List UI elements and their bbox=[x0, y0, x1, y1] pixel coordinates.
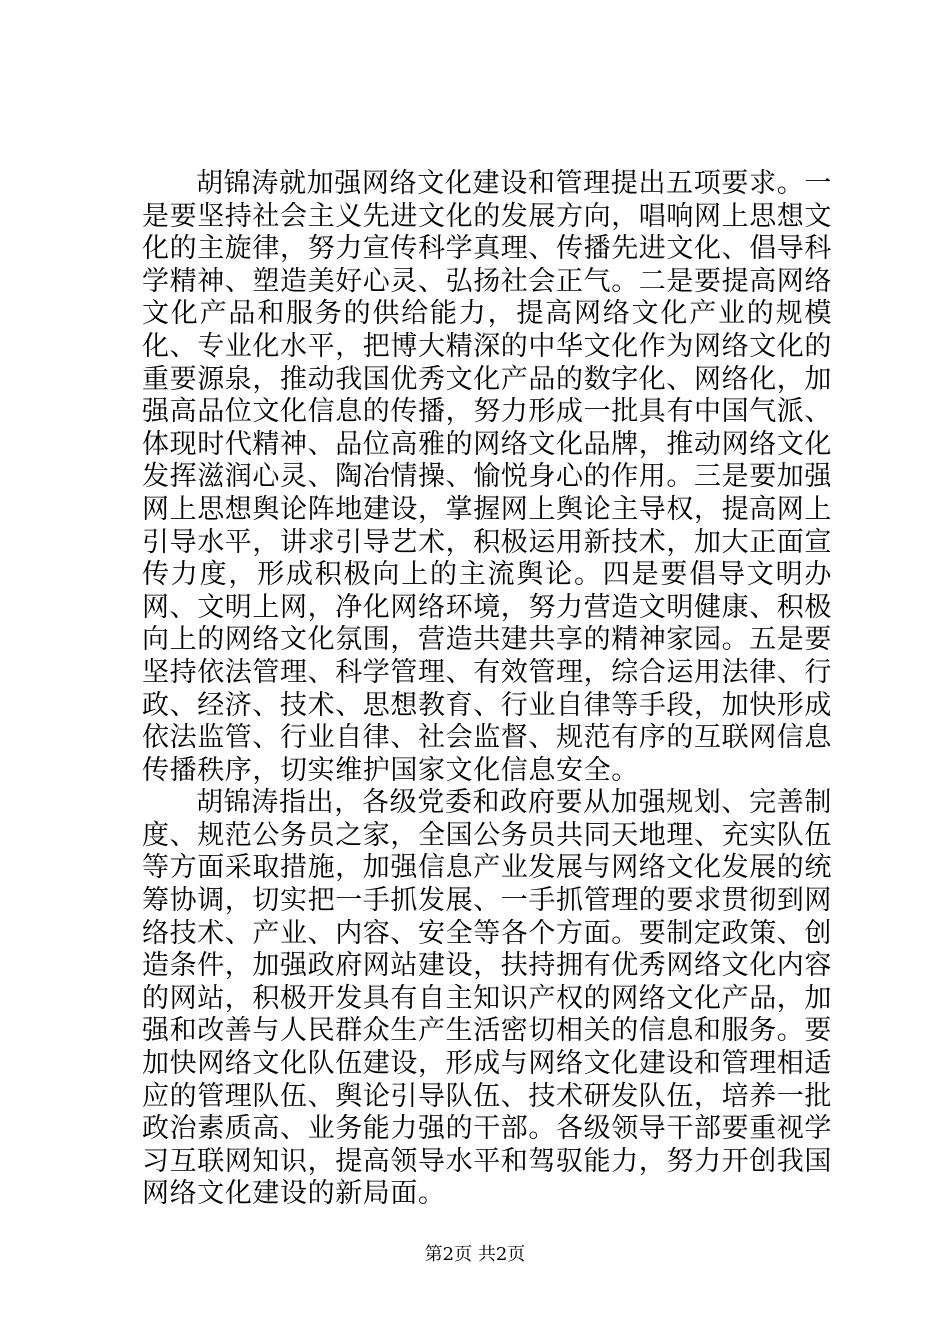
page-number-footer: 第2页 共2页 bbox=[424, 1244, 526, 1265]
paragraph-1: 胡锦涛就加强网络文化建设和管理提出五项要求。一是要坚持社会主义先进文化的发展方向，唱响网上思想文化的主旋律，努力宣传科学真理、传播先进文化、倡导科学精神、塑造美好心灵、弘扬社会正气。二是要提高网络文化产品和服务的供给能力，提高网络文化产业的规模化、专业化水平，把博大精深的中华文化作为网络文化的重要源泉，推动我国优秀文化产品的数字化、网络化，加强高品位文化信息的传播，努力形成一批具有中国气派、体现时代精神、品位高雅的网络文化品牌，推动网络文化发挥滋润心灵、陶冶情操、愉悦身心的作用。三是要加强网上思想舆论阵地建设，掌握网上舆论主导权，提高网上引导水平，讲求引导艺术，积极运用新技术，加大正面宣传力度，形成积极向上的主流舆论。四是要倡导文明办网、文明上网，净化网络环境，努力营造文明健康、积极向上的网络文化氛围，营造共建共享的精神家园。五是要坚持依法管理、科学管理、有效管理，综合运用法律、行政、经济、技术、思想教育、行业自律等手段，加快形成依法监管、行业自律、社会监督、规范有序的互联网信息传播秩序，切实维护国家文化信息安全。 bbox=[142, 168, 832, 786]
paragraph-2: 胡锦涛指出，各级党委和政府要从加强规划、完善制度、规范公务员之家，全国公务员共同天地理、充实队伍等方面采取措施，加强信息产业发展与网络文化发展的统筹协调，切实把一手抓发展、一手抓管理的要求贯彻到网络技术、产业、内容、安全等各个方面。要制定政策、创造条件，加强政府网站建设，扶持拥有优秀网络文化内容的网站，积极开发具有自主知识产权的网络文化产品，加强和改善与人民群众生产生活密切相关的信息和服务。要加快网络文化队伍建设，形成与网络文化建设和管理相适应的管理队伍、舆论引导队伍、技术研发队伍，培养一批政治素质高、业务能力强的干部。各级领导干部要重视学习互联网知识，提高领导水平和驾驭能力，努力开创我国网络文化建设的新局面。 bbox=[142, 787, 832, 1210]
document-body bbox=[142, 168, 832, 1211]
